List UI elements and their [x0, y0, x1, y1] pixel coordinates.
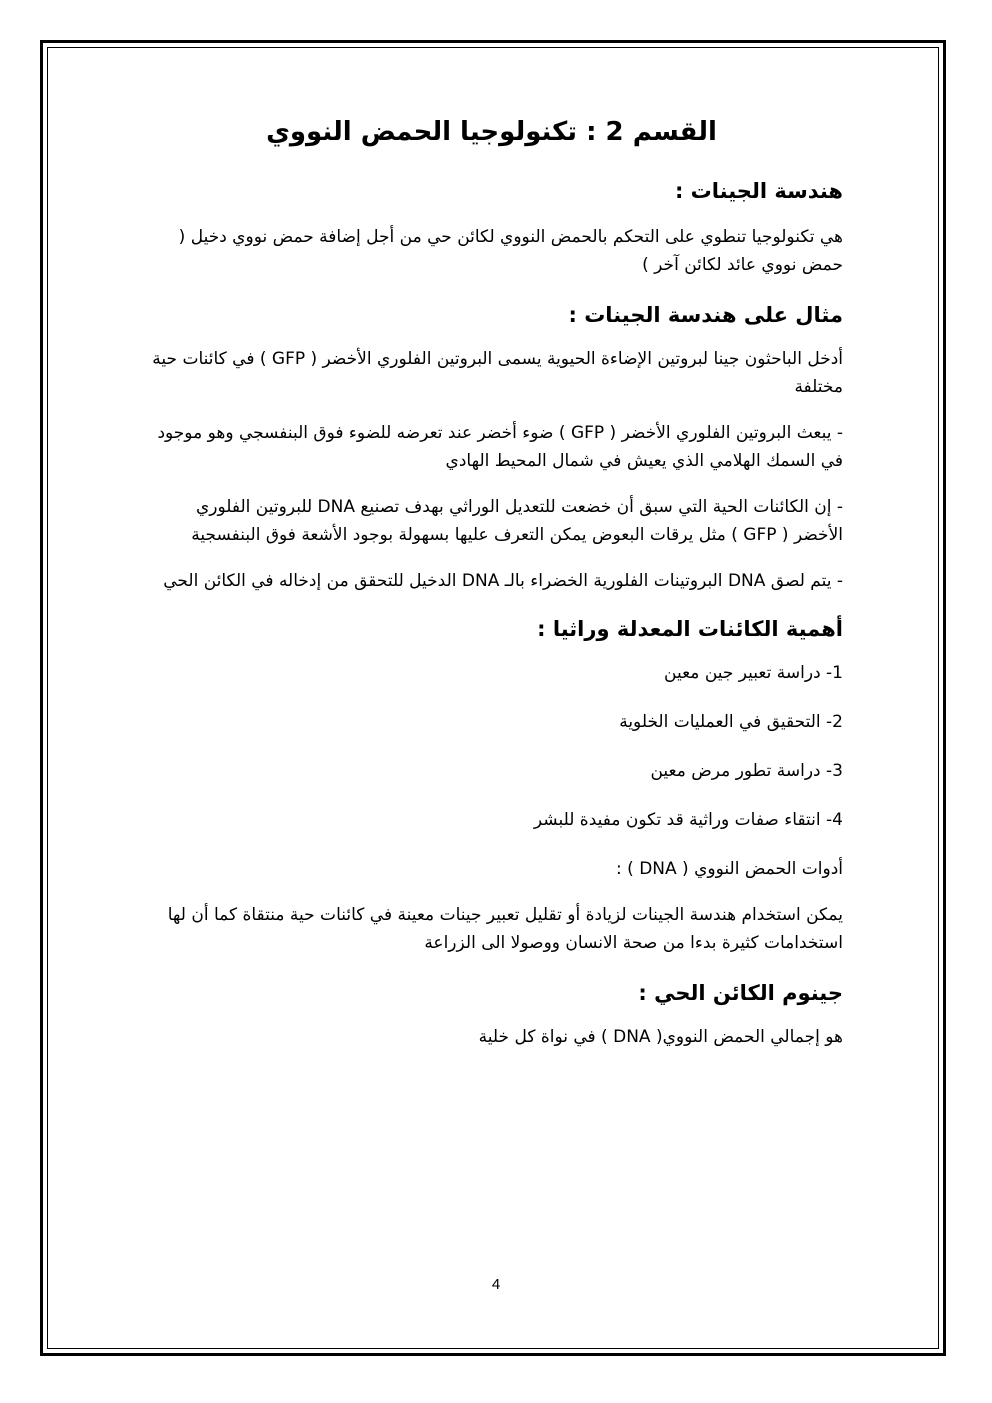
heading-genetic-engineering: هندسة الجينات :: [674, 179, 843, 203]
heading-genome: جينوم الكائن الحي :: [638, 981, 843, 1005]
document-body: [150, 105, 843, 1051]
paragraph-gfp-emission: - يبعث البروتين الفلوري الأخضر ( GFP ) ضوء أخضر عند تعرضه للضوء فوق البنفسجي وهو موجود في السمك الهلامي الذي يعيش في شمال المحيط الهادي: [157, 423, 843, 471]
paragraph-gfp-dna-splicing: - يتم لصق DNA البروتينات الفلورية الخضراء بالـ DNA الدخيل للتحقق من إدخاله في الكائن الحي: [163, 571, 843, 591]
list-item: 2- التحقيق في العمليات الخلوية: [619, 712, 843, 732]
list-item: 3- دراسة تطور مرض معين: [650, 761, 843, 781]
paragraph-genome-definition: هو إجمالي الحمض النووي( DNA ) في نواة كل خلية: [478, 1027, 843, 1047]
paragraph-dna-tools: يمكن استخدام هندسة الجينات لزيادة أو تقليل تعبير جينات معينة في كائنات حية منتقاة كما أن لها استخدامات كثيرة بدءا من صحة الانسان ووصولا الى الزراعة: [167, 905, 843, 953]
paragraph-gfp-intro: أدخل الباحثون جينا لبروتين الإضاءة الحيوية يسمى البروتين الفلوري الأخضر ( GFP ) في كائنات حية مختلفة: [152, 349, 843, 397]
paragraph-genetic-engineering-definition: هي تكنولوجيا تنطوي على التحكم بالحمض النووي لكائن حي من أجل إضافة حمض نووي دخيل ( حمض نووي عائد لكائن آخر ): [178, 227, 843, 275]
label-dna-tools: أدوات الحمض النووي ( DNA ) :: [616, 859, 843, 879]
page-number: 4: [491, 1276, 501, 1293]
page-title: القسم 2 : تكنولوجيا الحمض النووي: [266, 117, 717, 147]
list-item: 1- دراسة تعبير جين معين: [664, 663, 843, 683]
heading-genetic-engineering-example: مثال على هندسة الجينات :: [568, 303, 843, 327]
heading-gmo-importance: أهمية الكائنات المعدلة وراثيا :: [537, 617, 843, 641]
paragraph-gfp-modified-organisms: - إن الكائنات الحية التي سبق أن خضعت للتعديل الوراثي بهدف تصنيع DNA للبروتين الفلوري الأخضر ( GFP ) مثل يرقات البعوض يمكن التعرف عليها بسهولة بوجود الأشعة فوق البنفسجية: [191, 497, 843, 545]
list-item: 4- انتقاء صفات وراثية قد تكون مفيدة للبشر: [533, 810, 843, 830]
